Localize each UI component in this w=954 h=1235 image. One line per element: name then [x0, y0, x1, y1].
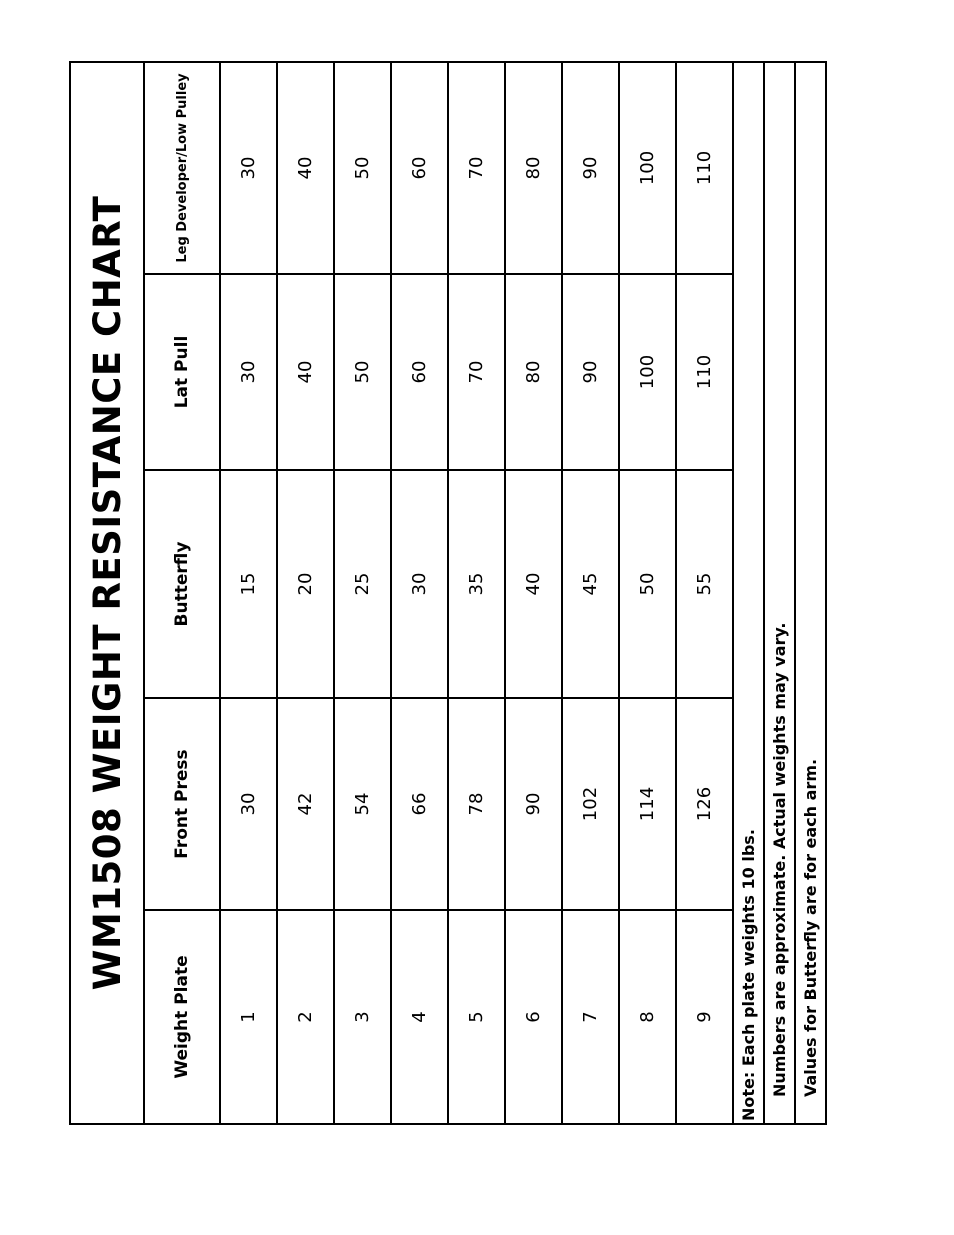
table-row: [391, 62, 448, 1124]
table-cell: 7: [562, 910, 619, 1124]
table-cell: 8: [619, 910, 676, 1124]
table-cell: 1: [220, 910, 277, 1124]
table-cell: 50: [619, 470, 676, 698]
table-cell: 66: [391, 698, 448, 910]
table-row: [619, 62, 676, 1124]
note-row: [733, 62, 764, 1124]
table-cell: 40: [277, 62, 334, 274]
table-cell: 40: [277, 274, 334, 470]
table-cell: 50: [334, 62, 391, 274]
table-cell: 30: [220, 62, 277, 274]
chart-title: WM1508 WEIGHT RESISTANCE CHART: [70, 62, 144, 1124]
table-row: [220, 62, 277, 1124]
table-cell: 60: [391, 274, 448, 470]
table-cell: 80: [505, 274, 562, 470]
column-header: Leg Developer/Low Pulley: [144, 62, 220, 274]
table-row: [562, 62, 619, 1124]
table-cell: 100: [619, 274, 676, 470]
table-cell: 110: [676, 62, 733, 274]
table-cell: 80: [505, 62, 562, 274]
table-row: [277, 62, 334, 1124]
table-cell: 50: [334, 274, 391, 470]
table-cell: 90: [562, 274, 619, 470]
column-header: Butterfly: [144, 470, 220, 698]
table-cell: 60: [391, 62, 448, 274]
table-row: [448, 62, 505, 1124]
table-cell: 5: [448, 910, 505, 1124]
note-text: Numbers are approximate. Actual weights may vary.: [764, 62, 795, 1124]
table-row: [676, 62, 733, 1124]
table-cell: 54: [334, 698, 391, 910]
table-cell: 114: [619, 698, 676, 910]
table-cell: 70: [448, 274, 505, 470]
column-header: Lat Pull: [144, 274, 220, 470]
table-cell: 45: [562, 470, 619, 698]
table-cell: 78: [448, 698, 505, 910]
table-cell: 100: [619, 62, 676, 274]
table-cell: 70: [448, 62, 505, 274]
table-cell: 4: [391, 910, 448, 1124]
table-row: [505, 62, 562, 1124]
column-header: Weight Plate: [144, 910, 220, 1124]
table-row: [334, 62, 391, 1124]
table-cell: 30: [220, 274, 277, 470]
table-cell: 15: [220, 470, 277, 698]
table-cell: 9: [676, 910, 733, 1124]
table-cell: 25: [334, 470, 391, 698]
table-cell: 3: [334, 910, 391, 1124]
table-cell: 126: [676, 698, 733, 910]
table-cell: 40: [505, 470, 562, 698]
table-cell: 2: [277, 910, 334, 1124]
table-cell: 110: [676, 274, 733, 470]
table-cell: 30: [391, 470, 448, 698]
note-text: Values for Butterfly are for each arm.: [795, 62, 826, 1124]
rotated-chart-content: [69, 63, 827, 1125]
column-header: Front Press: [144, 698, 220, 910]
table-cell: 20: [277, 470, 334, 698]
table-cell: 102: [562, 698, 619, 910]
table-cell: 6: [505, 910, 562, 1124]
table-cell: 90: [505, 698, 562, 910]
table-cell: 30: [220, 698, 277, 910]
note-row: [795, 62, 826, 1124]
note-text: Note: Each plate weights 10 lbs.: [733, 62, 764, 1124]
resistance-chart: [69, 63, 827, 1125]
note-row: [764, 62, 795, 1124]
header-row: [144, 62, 220, 1124]
table-cell: 35: [448, 470, 505, 698]
resistance-table: [69, 61, 827, 1125]
table-cell: 42: [277, 698, 334, 910]
table-cell: 90: [562, 62, 619, 274]
table-cell: 55: [676, 470, 733, 698]
